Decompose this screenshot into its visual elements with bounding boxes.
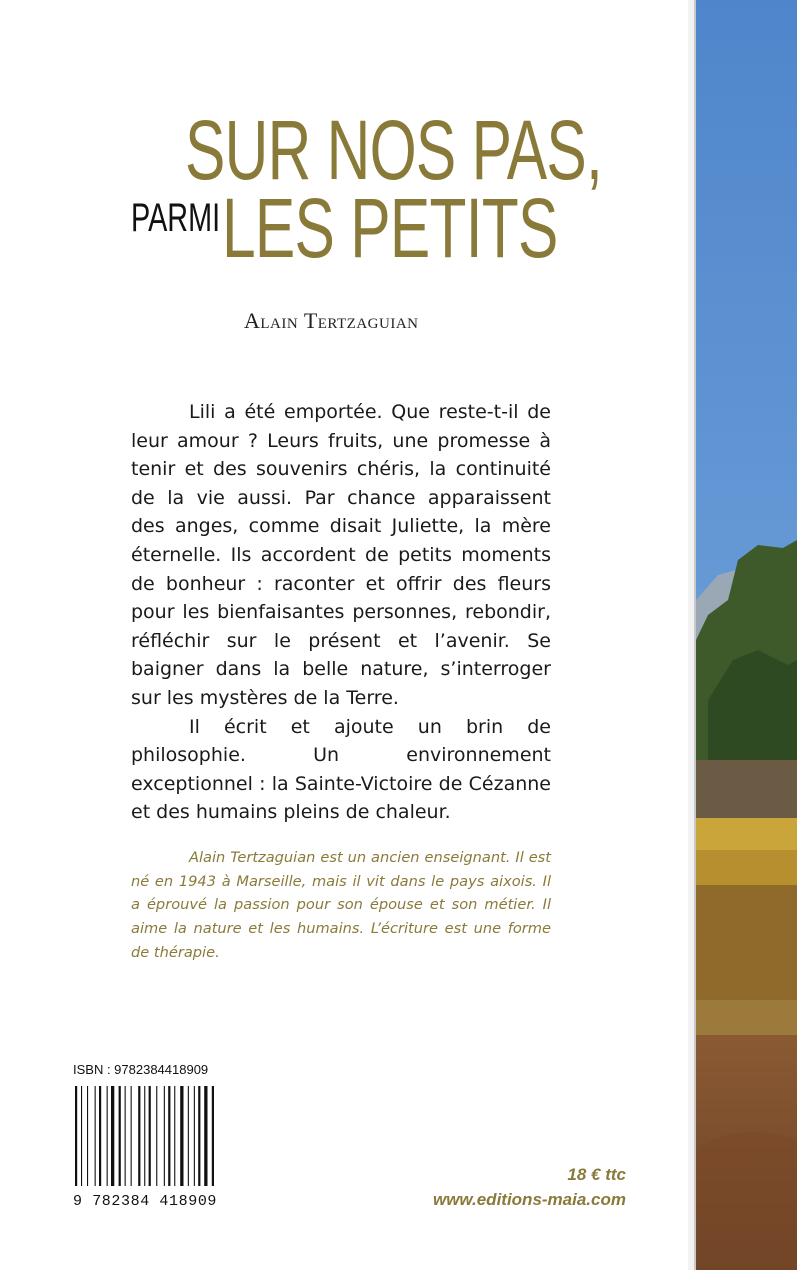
- barcode-icon: [74, 1086, 226, 1186]
- blurb-paragraph-1: Lili a été emportée. Que reste-t-il de leur amour ? Leurs fruits, une promesse à tenir et des souvenirs chéris, la continuité de la vie aussi. Par chance apparaissent des anges, comme disait Juliette, la mère éternelle. Ils accordent de petits moments de bonheur : raconter et offrir des fleurs pour les bienfaisantes personnes, rebondir, réfléchir sur le présent et l’avenir. Se baigner dans la belle nature, s’interroger sur les mystères de la Terre.: [131, 401, 551, 709]
- title-line-1: SUR NOS PAS,: [185, 103, 603, 197]
- publisher-website[interactable]: www.editions-maia.com: [432, 1190, 626, 1209]
- title-line-2: LES PETITS: [222, 181, 558, 275]
- author-bio: Alain Tertzaguian est un ancien enseignant. Il est né en 1943 à Marseille, mais il vit dans le pays aixois. Il a éprouvé la passion pour son épouse et son métier. Il aime la nature et les humains. L’écriture est une forme de thérapie.: [131, 849, 551, 961]
- title-prefix: PARMI: [131, 196, 221, 240]
- blurb-paragraph-2: Il écrit et ajoute un brin de philosophie. Un environnement exceptionnel : la Sainte-Victoire de Cézanne et des humains pleins de chaleur.: [131, 715, 551, 824]
- author-name: Alain Tertzaguian: [244, 308, 419, 333]
- isbn-label: ISBN : 9782384418909: [73, 1062, 209, 1077]
- book-blurb: [131, 398, 551, 827]
- barcode-digits: 9 782384 418909: [73, 1193, 218, 1210]
- price: 18 € ttc: [567, 1165, 626, 1184]
- landscape-photo: [688, 0, 797, 1270]
